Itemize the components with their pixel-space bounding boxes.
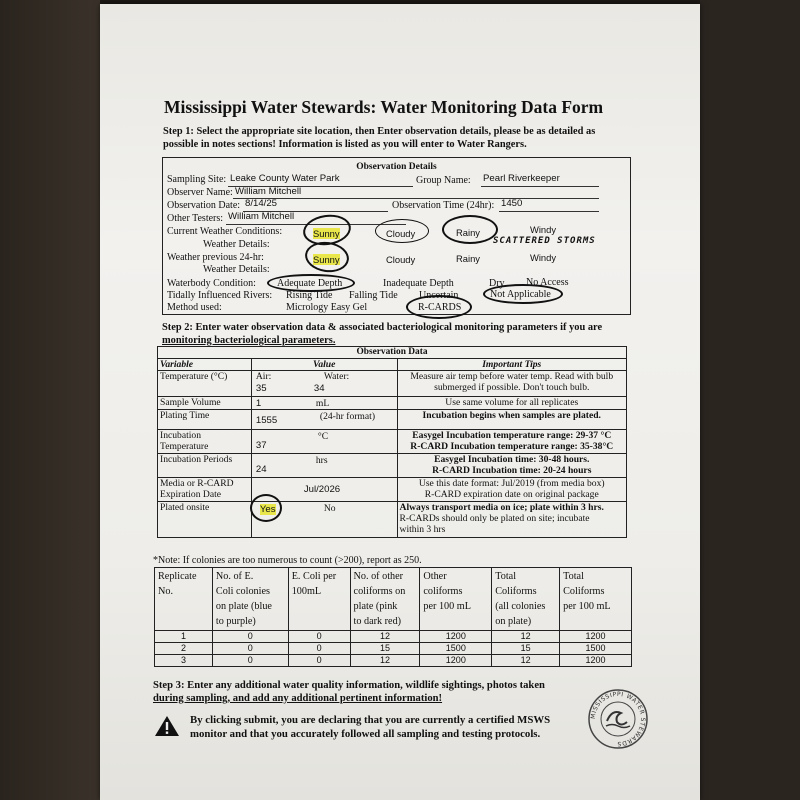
group-name-label: Group Name:	[416, 175, 471, 186]
method-rcards[interactable]: R-CARDS	[418, 302, 462, 313]
observation-data-heading: Observation Data	[158, 347, 627, 359]
step3-instructions: Step 3: Enter any additional water quality information, wildlife sightings, photos taken during sampling, and add any additional pertinent information!	[153, 680, 545, 704]
observer-name-label: Observer Name:	[167, 187, 233, 198]
plated-onsite-yes[interactable]: Yes	[259, 504, 276, 515]
observation-date-value[interactable]: 8/14/25	[245, 198, 278, 209]
tidal-rising[interactable]: Rising Tide	[286, 290, 333, 301]
value-temperature: Air: 35 Water: 34	[251, 371, 397, 397]
method-label: Method used:	[167, 302, 222, 313]
current-weather-rainy[interactable]: Rainy	[456, 227, 480, 238]
plating-time-value[interactable]: 1555	[255, 415, 278, 426]
selection-circle	[303, 239, 351, 275]
tip-incubation-temp: Easygel Incubation temperature range: 29-37 °C R-CARD Incubation temperature range: 35-38°C	[397, 430, 626, 454]
var-plating-time: Plating Time	[158, 410, 252, 430]
var-sample-volume: Sample Volume	[158, 397, 252, 410]
header-other-per-100: Other coliforms per 100 mL	[420, 568, 492, 631]
header-ecoli-colonies: No. of E. Coli colonies on plate (blue to purple)	[212, 568, 288, 631]
sampling-site-label: Sampling Site:	[167, 174, 227, 185]
observation-details-box	[162, 157, 631, 315]
sample-volume-value[interactable]: 1	[255, 398, 262, 409]
table-row: 2 0 0 15 1500 15 1500	[155, 643, 632, 655]
form-title: Mississippi Water Stewards: Water Monitoring Data Form	[164, 97, 604, 117]
tip-incubation-periods: Easygel Incubation time: 30-48 hours. R-CARD Incubation time: 20-24 hours	[397, 454, 626, 478]
selection-circle-light	[375, 219, 429, 243]
other-testers-value[interactable]: William Mitchell	[228, 211, 295, 222]
tip-expiration: Use this date format: Jul/2019 (from media box) R-CARD expiration date on original package	[397, 478, 626, 502]
expiration-value[interactable]: Jul/2026	[303, 484, 341, 495]
plated-onsite-no[interactable]: No	[323, 503, 336, 514]
waterbody-condition-label: Waterbody Condition:	[167, 278, 256, 289]
observer-name-value[interactable]: William Mitchell	[235, 186, 302, 197]
observation-data-table: Observation Data Variable Value Important Tips Temperature (°C) Air: 35 Water: 34 Measure air temp before water temp. Read with bulb submerged if possible. Don't touch bulb. Sample Volume 1 mL Use same volume for all replicates Plating Time 1555 (24-hr format) Incubation begins when samples are plated. Incubation Temperature 37 °C Easygel Incubation temperature range: 29-37 °C R-CARD Incubation temperature range: 35-38°C Incubation Periods 24 hrs Easygel Incubation time: 30-48 hours. R-CARD Incubation time: 20-24 hours Media or R-CARD Expiration Date Jul/2026 Use this date format: Jul/2019 (from media box) R-CARD expiration date on original package Plated onsite Yes No Always transport media on ice; plate within 3 hrs. R-CARDs should only be plated on site; incubate within 3 hrs	[157, 346, 627, 538]
declaration-text: By clicking submit, you are declaring that you are currently a certified MSWS monitor and that you accurately followed all sampling and testing protocols.	[190, 714, 551, 740]
observation-details-heading: Observation Details	[356, 162, 437, 172]
current-weather-sunny[interactable]: Sunny	[313, 228, 340, 239]
current-weather-cloudy[interactable]: Cloudy	[386, 228, 416, 239]
header-value: Value	[251, 359, 397, 371]
selection-circle	[442, 215, 498, 244]
svg-text:MISSISSIPPI WATER STEWARDS: MISSISSIPPI WATER STEWARDS	[589, 690, 647, 748]
observation-time-value[interactable]: 1450	[501, 198, 523, 209]
tidal-falling[interactable]: Falling Tide	[349, 290, 398, 301]
water-temp-value[interactable]: 34	[313, 383, 325, 394]
group-name-value[interactable]: Pearl Riverkeeper	[483, 173, 560, 184]
var-plated-onsite: Plated onsite	[158, 502, 252, 538]
table-row: 3 0 0 12 1200 12 1200	[155, 655, 632, 667]
previous-weather-rainy[interactable]: Rainy	[456, 253, 480, 264]
header-total-coliforms: Total Coliforms (all colonies on plate)	[492, 568, 560, 631]
table-row: 1 0 0 12 1200 12 1200	[155, 631, 632, 643]
observation-time-label: Observation Time (24hr):	[392, 200, 495, 211]
tidal-label: Tidally Influenced Rivers:	[167, 290, 273, 301]
previous-weather-sunny[interactable]: Sunny	[313, 254, 340, 265]
note-text: *Note: If colonies are too numerous to count (>200), report as 250.	[153, 555, 422, 566]
header-other-coliforms: No. of other coliforms on plate (pink to dark red)	[350, 568, 420, 631]
tip-plated-onsite: Always transport media on ice; plate within 3 hrs. R-CARDs should only be plated on site; incubate within 3 hrs	[397, 502, 626, 538]
tip-plating-time: Incubation begins when samples are plated.	[397, 410, 626, 430]
weather-details-handwritten[interactable]: SCATTERED STORMS	[493, 236, 596, 246]
var-incubation-temp: Incubation Temperature	[158, 430, 252, 454]
waterbody-adequate[interactable]: Adequate Depth	[277, 278, 343, 289]
method-easygel[interactable]: Micrology Easy Gel	[286, 302, 368, 313]
tidal-not-applicable[interactable]: Not Applicable	[490, 289, 551, 300]
sampling-site-value[interactable]: Leake County Water Park	[230, 173, 340, 184]
var-expiration: Media or R-CARD Expiration Date	[158, 478, 252, 502]
waterbody-inadequate[interactable]: Inadequate Depth	[383, 278, 454, 289]
warning-icon	[154, 715, 180, 737]
tip-sample-volume: Use same volume for all replicates	[397, 397, 626, 410]
current-weather-windy[interactable]: Windy	[530, 224, 557, 235]
air-temp-value[interactable]: 35	[255, 383, 267, 394]
colonies-table	[154, 567, 632, 667]
previous-weather-windy[interactable]: Windy	[530, 252, 557, 263]
step1-instructions: Step 1: Select the appropriate site location, then Enter observation details, please be as detailed as possible in notes sections! Information is listed as you will enter to Water Rangers.	[163, 126, 596, 150]
weather-details-label-2: Weather Details:	[203, 264, 270, 275]
selection-circle	[406, 295, 472, 319]
header-tips: Important Tips	[397, 359, 626, 371]
previous-weather-label: Weather previous 24-hr:	[167, 252, 264, 263]
incubation-period-value[interactable]: 24	[255, 464, 267, 475]
other-testers-label: Other Testers:	[167, 213, 224, 224]
paper-form	[100, 4, 700, 800]
tip-temperature: Measure air temp before water temp. Read with bulb submerged if possible. Don't touch bulb.	[397, 371, 626, 397]
selection-circle	[483, 284, 563, 304]
var-temperature: Temperature (°C)	[158, 371, 252, 397]
step2-instructions: Step 2: Enter water observation data & associated bacteriological monitoring parameters if you are monitoring bacteriological parameters.	[162, 322, 603, 346]
observation-date-label: Observation Date:	[167, 200, 241, 211]
current-weather-label: Current Weather Conditions:	[167, 226, 283, 237]
previous-weather-cloudy[interactable]: Cloudy	[386, 254, 416, 265]
var-incubation-periods: Incubation Periods	[158, 454, 252, 478]
header-total-per-100: Total Coliforms per 100 mL	[560, 568, 632, 631]
waterbody-dry[interactable]: Dry	[489, 278, 505, 289]
weather-details-label: Weather Details:	[203, 239, 270, 250]
tidal-uncertain[interactable]: Uncertain	[419, 290, 459, 301]
header-replicate: Replicate No.	[155, 568, 213, 631]
header-variable: Variable	[158, 359, 252, 371]
selection-circle	[250, 494, 282, 522]
header-ecoli-per-100: E. Coli per 100mL	[288, 568, 350, 631]
msws-seal-logo	[587, 688, 649, 750]
waterbody-no-access[interactable]: No Access	[526, 277, 569, 288]
incubation-temp-value[interactable]: 37	[255, 440, 267, 451]
